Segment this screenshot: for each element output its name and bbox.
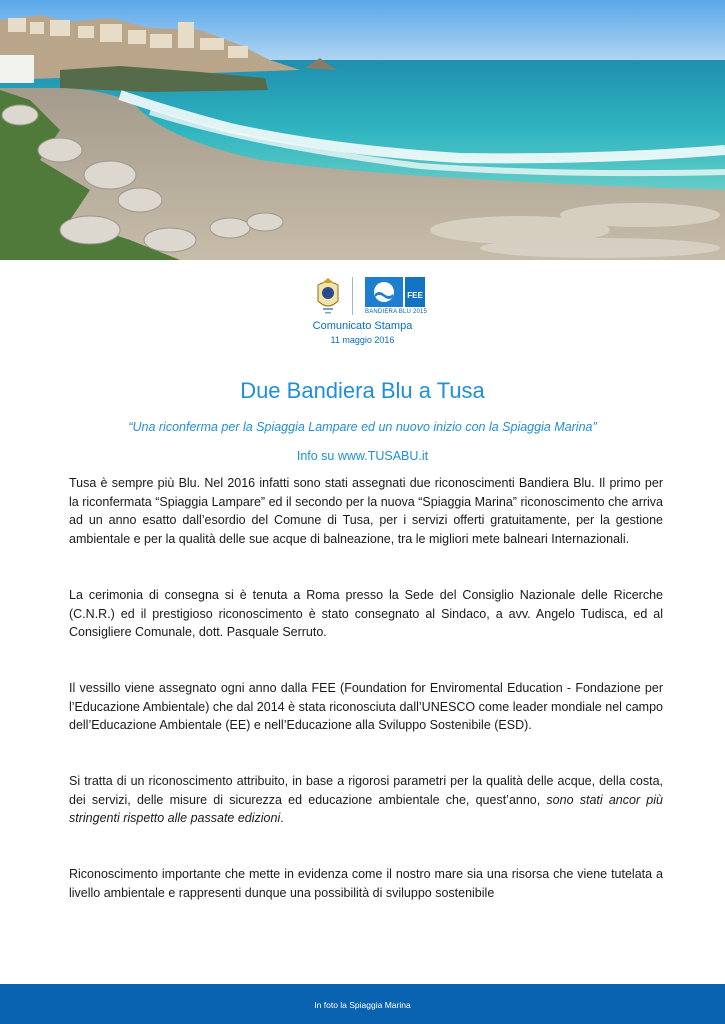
- paragraph-2: La cerimonia di consegna si è tenuta a Roma presso la Sede del Consiglio Nazionale delle Ricerche (C.N.R.) ed il prestigioso riconoscimento è stato consegnato al Sindaco, a avv. Angelo Tudisca, ed al Consigliere Comunale, dott. Pasquale Serruto.: [69, 588, 663, 640]
- paragraph-3: Il vessillo viene assegnato ogni anno dalla FEE (Foundation for Enviromental Education - Fondazione per l’Educazione Ambientale) che dal 2014 è stata riconosciuta dall’UNESCO come leader mondiale nel campo dell’Educazione Ambientale (EE) e nell’Educazione alla Sviluppo Sostenibile (ESD).: [69, 681, 663, 733]
- paragraph-4-italic: sono stati ancor più stringenti rispetto alle passate edizioni: [69, 792, 663, 826]
- flag-caption: BANDIERA BLU 2015: [365, 309, 428, 315]
- paragraph-4-text: Si tratta di un riconoscimento attribuito, in base a rigorosi parametri per la qualità delle acque, della costa, dei servizi, delle misure di sicurezza ed educazione ambientale che, quest’anno,: [69, 774, 663, 807]
- hero-photo-spiaggia-marina: [0, 0, 725, 260]
- fee-label: FEE: [407, 291, 423, 300]
- paragraph-4: [69, 772, 663, 828]
- subtitle: “Una riconferma per la Spiaggia Lampare ed un nuovo inizio con la Spiaggia Marina”: [128, 420, 597, 434]
- paragraph-4-end: .: [280, 811, 284, 826]
- footer-caption: In foto la Spiaggia Marina: [314, 1000, 411, 1010]
- paragraph-1: Tusa è sempre più Blu. Nel 2016 infatti sono stati assegnati due riconoscimenti Bandiera Blu. Il primo per la riconfermata “Spiaggia Lampare” ed il secondo per la nuova “Spiaggia Marina” riconoscimento che arriva ad un anno esatto dall’esordio del Comune di Tusa, per i servizi offerti gratuitamente, per la gestione ambientale e per la qualità delle sue acque di balneazione, tra le migliori mete balneari Internazionali.: [69, 476, 663, 546]
- logos-bar: [0, 275, 725, 320]
- page-title: Due Bandiera Blu a Tusa: [240, 378, 485, 403]
- release-date: 11 maggio 2016: [330, 335, 395, 345]
- logo-divider: [352, 277, 353, 315]
- info-link[interactable]: Info su www.TUSABU.it: [296, 449, 429, 463]
- paragraph-5: Riconoscimento importante che mette in evidenza come il nostro mare sia una risorsa che viene tutelata a livello ambientale e rappresenti dunque una possibilità di sviluppo sostenibile: [69, 867, 663, 900]
- municipal-crest-icon: [314, 277, 342, 315]
- kicker-comunicato-stampa: Comunicato Stampa: [312, 320, 413, 332]
- blue-flag-logo-icon: [365, 277, 425, 307]
